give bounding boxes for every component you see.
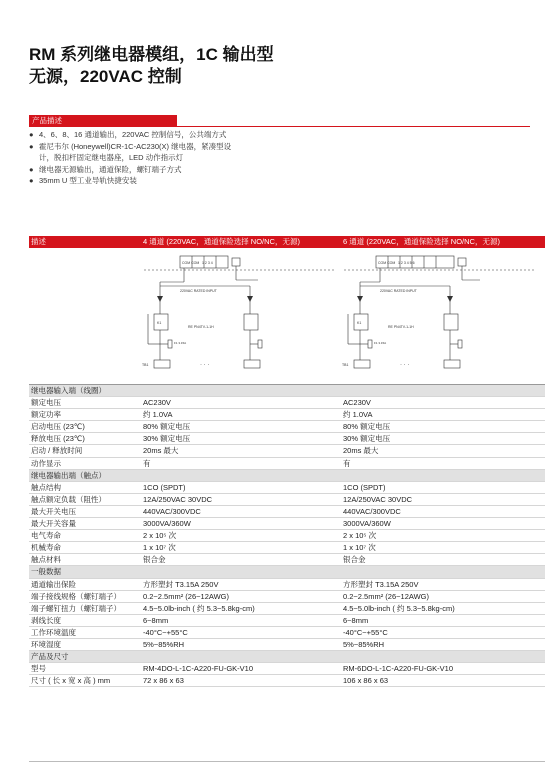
table-row bbox=[29, 639, 545, 651]
diagram-input-label: 220VAC RATED INPUT bbox=[380, 289, 417, 293]
row-label: 额定功率 bbox=[31, 410, 61, 420]
row-label: 额定电压 bbox=[31, 398, 61, 408]
bullet-text: 4、6、8、16 通道输出，220VAC 控制信号，公共端方式 bbox=[39, 130, 227, 139]
row-label: 产品及尺寸 bbox=[31, 652, 69, 662]
row-label: 启动电压 (23℃) bbox=[31, 422, 85, 432]
row-label: 剥线长度 bbox=[31, 615, 61, 625]
table-row bbox=[29, 421, 545, 433]
spec-table bbox=[29, 384, 545, 687]
table-row bbox=[29, 615, 545, 627]
row-label: 触点结构 bbox=[31, 482, 61, 492]
section-header-row bbox=[29, 470, 545, 482]
list-item bbox=[29, 129, 499, 141]
cell-6ch: 1CO (SPDT) bbox=[343, 482, 386, 492]
row-label: 型号 bbox=[31, 664, 46, 674]
row-label: 继电器输入端（线圈） bbox=[31, 386, 106, 395]
cell-4ch: 20ms 最大 bbox=[143, 446, 179, 456]
row-label: 环境湿度 bbox=[31, 639, 61, 649]
diagram-com-label: COM COM bbox=[378, 261, 396, 265]
table-row bbox=[29, 542, 545, 554]
bullet-text: 霍尼韦尔 (Honeywell)CR-1C-AC230(X) 继电器，紧凑型设 bbox=[39, 141, 232, 151]
bullet-icon: ● bbox=[29, 141, 34, 151]
row-label: 触点额定负载（阻性） bbox=[31, 494, 106, 504]
page-title bbox=[29, 44, 274, 88]
table-row bbox=[29, 603, 545, 615]
cell-4ch: 约 1.0VA bbox=[143, 410, 173, 420]
bullet-text: 继电器无源输出，通道保险，螺钉端子方式 bbox=[39, 164, 182, 174]
row-label: 启动 / 释放时间 bbox=[31, 446, 83, 456]
diagram-k-label: K1 bbox=[357, 321, 362, 325]
bullet-icon: ● bbox=[29, 164, 34, 174]
list-item bbox=[29, 175, 499, 187]
row-label: 机械寿命 bbox=[31, 543, 61, 553]
cell-6ch: -40°C~+55°C bbox=[343, 627, 388, 637]
diagram-tb-label: TB1 bbox=[142, 363, 149, 367]
row-label: 动作显示 bbox=[31, 458, 61, 468]
diagram-pin-labels: 1 2 3 4 5 6 bbox=[398, 261, 415, 265]
cell-4ch: 方形塑封 T3.15A 250V bbox=[143, 579, 219, 589]
header-description: 描述 bbox=[31, 237, 46, 246]
row-label: 最大开关容量 bbox=[31, 519, 76, 529]
cell-4ch: 0.2~2.5mm² (26~12AWG) bbox=[143, 591, 230, 601]
cell-4ch: 5%~85%RH bbox=[143, 639, 185, 649]
table-row bbox=[29, 397, 545, 409]
table-row bbox=[29, 591, 545, 603]
cell-4ch: 440VAC/300VDC bbox=[143, 506, 201, 516]
row-label: 继电器输出端（触点） bbox=[31, 470, 106, 480]
row-label: 触点材料 bbox=[31, 555, 61, 565]
cell-6ch: 方形塑封 T3.15A 250V bbox=[343, 579, 419, 589]
table-row bbox=[29, 663, 545, 675]
list-item bbox=[29, 164, 499, 176]
diagram-k-label: K1 bbox=[157, 321, 162, 325]
bullet-continuation: 计，脱扣杆固定继电器座，LED 动作指示灯 bbox=[39, 153, 184, 162]
header-6-channel: 6 通道 (220VAC，通道保险选择 NO/NC，无源) bbox=[343, 237, 500, 246]
diagram-com-label: COM COM bbox=[182, 261, 200, 265]
cell-4ch: 12A/250VAC 30VDC bbox=[143, 494, 213, 504]
cell-6ch: 3000VA/360W bbox=[343, 519, 391, 529]
header-4-channel: 4 通道 (220VAC，通道保险选择 NO/NC，无源) bbox=[143, 237, 300, 246]
title-line-1: RM 系列继电器模组，1C 输出型 bbox=[29, 45, 274, 64]
cell-6ch: 4.5~5.0lb-inch ( 约 5.3~5.8kg-cm) bbox=[343, 603, 455, 613]
product-description-heading: 产品描述 bbox=[29, 115, 177, 126]
cell-4ch: -40°C~+55°C bbox=[143, 627, 188, 637]
table-row bbox=[29, 554, 545, 566]
section-header-row bbox=[29, 566, 545, 578]
table-row bbox=[29, 409, 545, 421]
cell-6ch: 80% 额定电压 bbox=[343, 422, 391, 432]
diagram-relay-label: RE PN4TV-1-1H bbox=[188, 325, 214, 329]
table-row bbox=[29, 458, 545, 470]
cell-6ch: 约 1.0VA bbox=[343, 410, 373, 420]
cell-4ch: 有 bbox=[143, 458, 151, 468]
cell-6ch: RM-6DO-L-1C-A220-FU-GK-V10 bbox=[343, 664, 454, 674]
list-item bbox=[29, 141, 499, 153]
footer-rule bbox=[29, 761, 545, 762]
diagram-pin-labels: 1 2 3 4 bbox=[202, 261, 213, 265]
table-row bbox=[29, 627, 545, 639]
cell-4ch: 80% 额定电压 bbox=[143, 422, 191, 432]
row-label: 电气寿命 bbox=[31, 531, 61, 541]
table-row bbox=[29, 506, 545, 518]
cell-4ch: AC230V bbox=[143, 398, 171, 408]
table-row bbox=[29, 494, 545, 506]
table-row bbox=[29, 675, 545, 687]
section-header-row bbox=[29, 385, 545, 397]
cell-6ch: 30% 额定电压 bbox=[343, 434, 391, 444]
row-label: 工作环境温度 bbox=[31, 627, 76, 637]
row-label: 通道输出保险 bbox=[31, 579, 76, 589]
diagram-relay-label: RE PN4TV-1-1H bbox=[388, 325, 414, 329]
cell-6ch: 440VAC/300VDC bbox=[343, 506, 401, 516]
table-row bbox=[29, 433, 545, 445]
cell-6ch: 0.2~2.5mm² (26~12AWG) bbox=[343, 591, 430, 601]
bullet-icon: ● bbox=[29, 130, 34, 139]
section-header-row bbox=[29, 651, 545, 663]
wiring-diagram-6ch bbox=[340, 252, 540, 378]
cell-4ch: 6~8mm bbox=[143, 615, 169, 625]
cell-4ch: RM-4DO-L-1C-A220-FU-GK-V10 bbox=[143, 664, 254, 674]
diagram-tb-label: TB1 bbox=[342, 363, 349, 367]
row-label: 尺寸 ( 长 x 宽 x 高 ) mm bbox=[31, 676, 111, 686]
cell-6ch: 1 x 10⁷ 次 bbox=[343, 543, 376, 553]
diagram-fuse-label: F1 3.15A bbox=[374, 341, 387, 345]
wiring-diagram-4ch bbox=[140, 252, 340, 378]
cell-6ch: 2 x 10⁵ 次 bbox=[343, 531, 377, 541]
feature-list bbox=[29, 129, 499, 187]
cell-4ch: 3000VA/360W bbox=[143, 519, 191, 529]
cell-4ch: 30% 额定电压 bbox=[143, 434, 191, 444]
cell-6ch: 有 bbox=[343, 458, 351, 468]
row-label: 端子螺钉扭力（螺钉端子） bbox=[31, 603, 121, 613]
cell-6ch: 106 x 86 x 63 bbox=[343, 676, 389, 686]
cell-4ch: 72 x 86 x 63 bbox=[143, 676, 184, 686]
cell-6ch: AC230V bbox=[343, 398, 371, 408]
cell-6ch: 20ms 最大 bbox=[343, 446, 379, 456]
table-row bbox=[29, 445, 545, 457]
diagram-fuse-label: F1 3.15A bbox=[174, 341, 187, 345]
table-header bbox=[29, 236, 545, 248]
row-label: 一般数据 bbox=[31, 567, 61, 577]
table-row bbox=[29, 530, 545, 542]
cell-6ch: 6~8mm bbox=[343, 615, 369, 625]
title-line-2: 无源，220VAC 控制 bbox=[29, 67, 182, 86]
cell-4ch: 1CO (SPDT) bbox=[143, 482, 186, 492]
diagram-ellipsis: · · · bbox=[400, 362, 410, 368]
row-label: 最大开关电压 bbox=[31, 506, 76, 516]
cell-6ch: 5%~85%RH bbox=[343, 639, 385, 649]
bullet-text: 35mm U 型工业导轨快捷安装 bbox=[39, 176, 137, 185]
cell-4ch: 2 x 10⁵ 次 bbox=[143, 531, 177, 541]
table-row bbox=[29, 579, 545, 591]
row-label: 释放电压 (23℃) bbox=[31, 434, 85, 444]
bullet-icon: ● bbox=[29, 176, 34, 185]
cell-4ch: 4.5~5.0lb-inch ( 约 5.3~5.8kg-cm) bbox=[143, 603, 255, 613]
cell-4ch: 银合金 bbox=[143, 555, 166, 565]
diagram-input-label: 220VAC RATED INPUT bbox=[180, 289, 217, 293]
table-row bbox=[29, 518, 545, 530]
section-divider bbox=[29, 126, 530, 127]
cell-6ch: 12A/250VAC 30VDC bbox=[343, 494, 413, 504]
cell-6ch: 银合金 bbox=[343, 555, 366, 565]
table-row bbox=[29, 482, 545, 494]
cell-4ch: 1 x 10⁷ 次 bbox=[143, 543, 176, 553]
row-label: 端子接线规格（螺钉端子） bbox=[31, 591, 121, 601]
diagram-ellipsis: · · · bbox=[200, 362, 210, 368]
